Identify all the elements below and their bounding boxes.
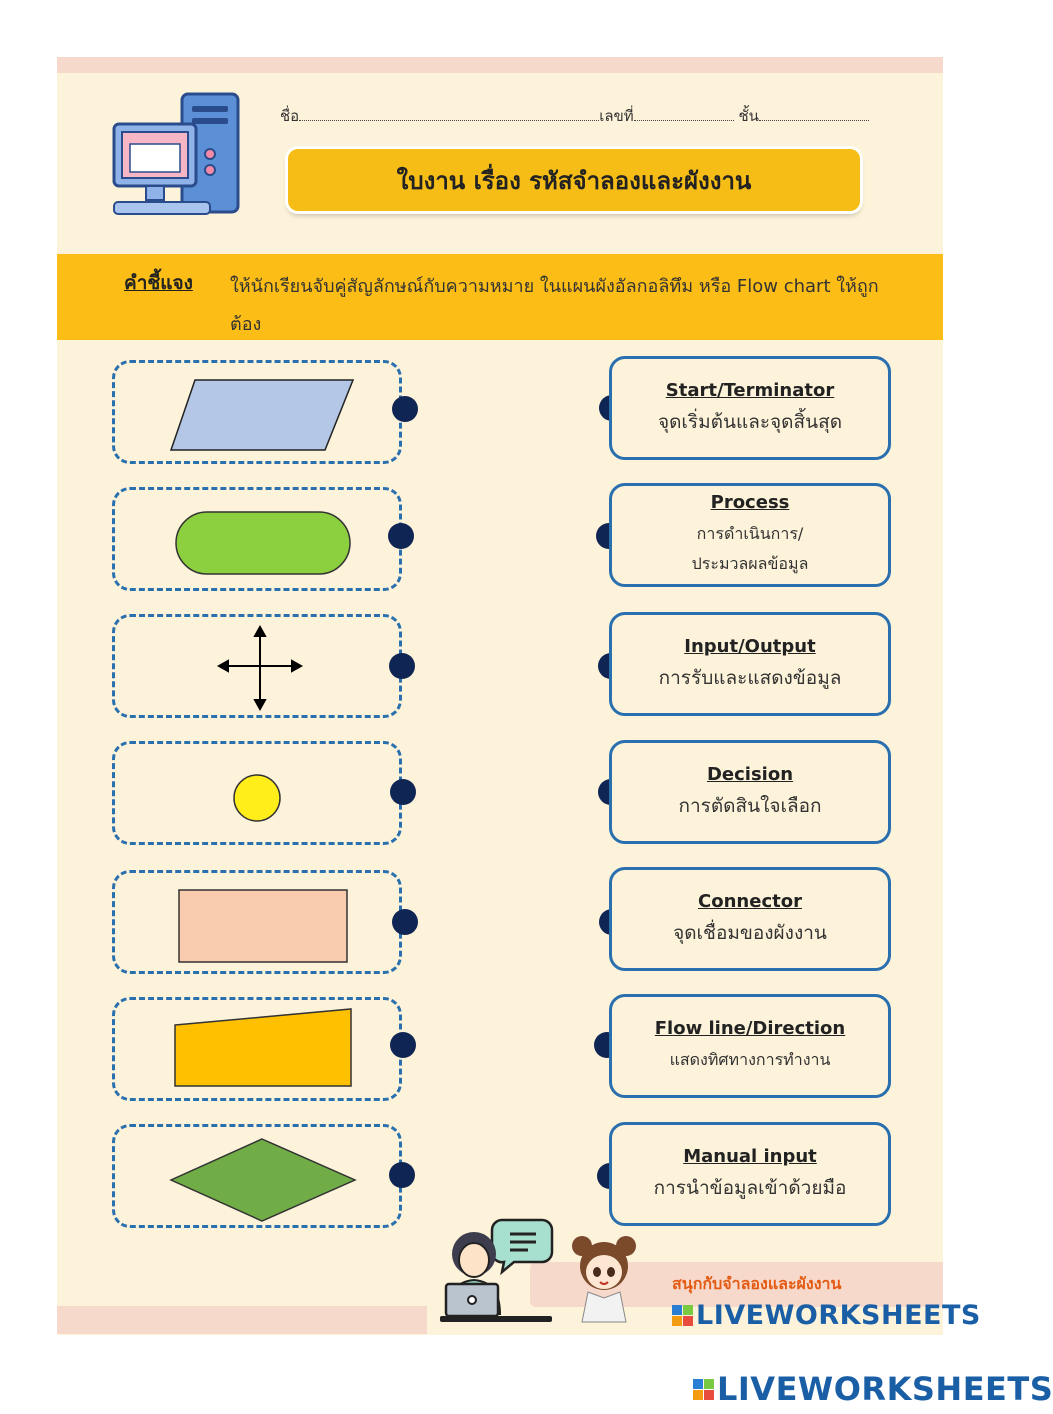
slanted-top-quadrilateral-icon: [115, 1000, 405, 1104]
student-info-line: [280, 104, 900, 128]
parallelogram-icon: [115, 363, 405, 467]
match-dot-left-4[interactable]: [390, 779, 416, 805]
match-dot-left-5[interactable]: [392, 909, 418, 935]
student-laptop-icon: [440, 1214, 555, 1326]
meaning-title: Manual input: [683, 1145, 817, 1167]
meaning-desc: การรับและแสดงข้อมูล: [658, 666, 842, 689]
number-label: เลขที่: [599, 107, 634, 125]
meaning-box-6: [609, 994, 891, 1098]
circle-icon: [115, 744, 405, 848]
meaning-box-3: [609, 612, 891, 716]
meaning-title: Start/Terminator: [665, 379, 835, 401]
meaning-box-1: [609, 356, 891, 460]
match-dot-left-7[interactable]: [389, 1162, 415, 1188]
diamond-icon: [115, 1127, 405, 1231]
class-label: ชั้น: [738, 107, 759, 125]
name-field[interactable]: [299, 106, 599, 121]
shape-box-4: [112, 741, 402, 845]
shape-box-7: [112, 1124, 402, 1228]
match-dot-left-1[interactable]: [392, 396, 418, 422]
shape-box-5: [112, 870, 402, 974]
meaning-desc: ประมวลผลข้อมูล: [691, 553, 809, 573]
top-decor-strip: [57, 57, 943, 73]
instruction-label: คำชี้แจง: [124, 272, 193, 294]
meaning-desc: จุดเชื่อมของผังงาน: [673, 921, 827, 944]
class-field[interactable]: [759, 106, 869, 121]
meaning-box-5: [609, 867, 891, 971]
liveworksheets-logo-page[interactable]: [693, 1370, 1053, 1408]
name-label: ชื่อ: [280, 107, 300, 125]
meaning-desc: จุดเริ่มต้นและจุดสิ้นสุด: [657, 410, 843, 433]
meaning-box-2: [609, 483, 891, 587]
shape-box-3: [112, 614, 402, 718]
worksheet-title: ใบงาน เรื่อง รหัสจำลองและผังงาน: [288, 149, 860, 211]
meaning-desc: การนำข้อมูลเข้าด้วยมือ: [653, 1176, 847, 1199]
match-dot-left-6[interactable]: [390, 1032, 416, 1058]
liveworksheets-mark-icon: [672, 1305, 693, 1326]
liveworksheets-mark-icon: [693, 1379, 714, 1400]
meaning-desc: แสดงทิศทางการทำงาน: [669, 1049, 831, 1069]
rounded-rectangle-icon: [115, 490, 405, 594]
meaning-title: Input/Output: [684, 635, 816, 657]
rectangle-icon: [115, 873, 405, 977]
meaning-title: Connector: [698, 890, 802, 912]
number-field[interactable]: [634, 106, 734, 121]
four-way-arrow-icon: [115, 617, 405, 721]
computer-icon: [110, 92, 250, 220]
meaning-title: Decision: [706, 763, 794, 785]
meaning-title: Process: [710, 491, 790, 513]
meaning-box-4: [609, 740, 891, 844]
footer-caption: สนุกกับจำลองและผังงาน: [672, 1274, 842, 1293]
brand-text: LIVEWORKSHEETS: [696, 1300, 981, 1331]
brand-text: LIVEWORKSHEETS: [717, 1370, 1053, 1408]
meaning-box-7: [609, 1122, 891, 1226]
shape-box-1: [112, 360, 402, 464]
shape-box-2: [112, 487, 402, 591]
bottom-decor-strip: [57, 1306, 427, 1334]
liveworksheets-logo-footer: [672, 1300, 981, 1331]
meaning-desc: การตัดสินใจเลือก: [678, 794, 822, 817]
meaning-desc: การดำเนินการ/: [696, 523, 804, 543]
instruction-text: ให้นักเรียนจับคู่สัญลักษณ์กับความหมาย ในแผนผังอัลกอลิทึม หรือ Flow chart ให้ถูกต้อง: [230, 276, 879, 335]
meaning-title: Flow line/Direction: [654, 1017, 846, 1039]
match-dot-left-2[interactable]: [388, 523, 414, 549]
cartoon-girl-icon: [564, 1232, 644, 1328]
match-dot-left-3[interactable]: [389, 653, 415, 679]
shape-box-6: [112, 997, 402, 1101]
